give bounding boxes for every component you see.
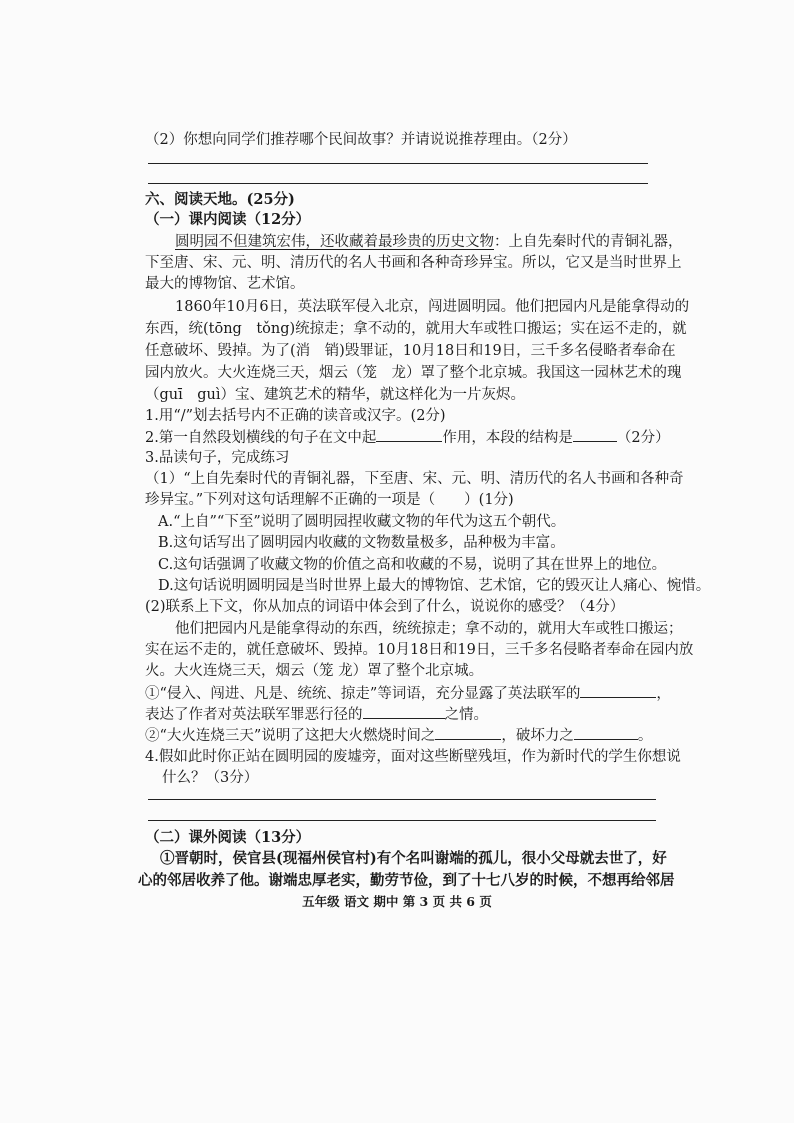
question-4-line2: 什么？（3分） [162,770,259,786]
option-d[interactable]: D.这句话说明圆明园是当时世界上最大的博物馆、艺术馆，它的毁灭让人痛心、惋惜。 [158,578,711,594]
blank-field[interactable] [435,725,501,740]
passage-p2-line2: 东西，统(tōng tǒng)统掠走；拿不动的，就用大车或牲口搬运；实在运不走的，就 [145,321,687,337]
section-6-title: 六、阅读天地。(25分) [145,191,295,208]
passage-p1-line3: 最大的博物馆、艺术馆。 [145,276,305,292]
passage-p1-line1: 圆明园不但建筑宏伟，还收藏着最珍贵的历史文物：上自先秦时代的青铜礼器， [175,234,683,250]
blank-field[interactable] [376,427,442,442]
blank-field[interactable] [573,427,617,442]
passage-p1-line2: 下至唐、宋、元、明、清历代的名人书画和各种奇珍异宝。所以，它又是当时世界上 [145,255,682,271]
underlined-sentence: 圆明园不但建筑宏伟，还收藏着最珍贵的历史文物 [175,234,494,250]
passage-p2-line4: 园内放火。大火连烧三天，烟云（笼 龙）罩了整个北京城。我国这一园林艺术的瑰 [145,365,682,381]
blank-field[interactable] [363,704,445,719]
answer-line [148,183,648,184]
question-2-prompt: （2）你想向同学们推荐哪个民间故事？并请说说推荐理由。（2分） [145,132,577,148]
question-3-1-line2: 珍异宝。”下列对这句话理解不正确的一项是（ ）(1分) [145,492,514,508]
blank-field[interactable] [574,725,638,740]
question-4-line1: 4.假如此时你正站在圆明园的废墟旁，面对这些断壁残垣，作为新时代的学生你想说 [145,749,681,765]
answer-line [148,163,648,164]
question-2: 2.第一自然段划横线的句子在文中起 作用，本段的结构是 （2分） [145,427,670,448]
part-2-line1: ①晋朝时，侯官县(现福州侯官村)有个名叫谢端的孤儿，很小父母就去世了，好 [160,850,667,867]
passage-p2-line5: （guī guì）宝、建筑艺术的精华，就这样化为一片灰烬。 [145,387,526,403]
question-3-2-item1-line2: 表达了作者对英法联军罪恶行径的 之情。 [145,704,488,725]
quote-line2: 实在运不走的，就任意破坏、毁掉。10月18日和19日，三千多名侵略者奉命在园内放 [145,642,694,658]
passage-p2-line1: 1860年10月6日，英法联军侵入北京，闯进圆明园。他们把园内凡是能拿得动的 [175,299,690,315]
part-1-title: （一）课内阅读（12分） [145,211,311,228]
page-footer: 五年级 语文 期中 第 3 页 共 6 页 [302,894,492,909]
question-3-2-item2: ②“大火连烧三天”说明了这把大火燃烧时间之 ，破坏力之 。 [145,725,652,746]
option-a[interactable]: A.“上自”“下至”说明了圆明园捏收藏文物的年代为这五个朝代。 [158,514,566,530]
question-3-2: (2)联系上下文，你从加点的词语中体会到了什么，说说你的感受？（4分） [145,599,625,615]
part-2-line2: 心的邻居收养了他。谢端忠厚老实，勤劳节俭，到了十七八岁的时候，不想再给邻居 [138,872,675,889]
quote-line1: 他们把园内凡是能拿得动的东西，统统掠走；拿不动的，就用大车或牲口搬运； [175,621,683,637]
question-1: 1.用“/”划去括号内不正确的读音或汉字。(2分) [145,408,446,424]
option-c[interactable]: C.这句话强调了收藏文物的价值之高和收藏的不易，说明了其在世界上的地位。 [158,557,667,573]
question-3-2-item1: ①“侵入、闯进、凡是、统统、掠走”等词语，充分显露了英法联军的 ， [145,683,671,704]
blank-field[interactable] [580,683,656,698]
question-3-1-line1: （1）“上自先秦时代的青铜礼器，下至唐、宋、元、明、清历代的名人书画和各种奇 [145,471,684,487]
passage-p2-line3: 任意破坏、毁掉。为了(消 销)毁罪证，10月18日和19日，三千多名侵略者奉命在 [145,343,676,359]
answer-line [148,820,656,821]
quote-line3: 火。大火连烧三天，烟云（笼 龙）罩了整个北京城。 [145,663,484,679]
answer-line [148,799,656,800]
part-2-title: （二）课外阅读（13分） [145,829,311,846]
question-3: 3.品读句子，完成练习 [145,450,290,466]
option-b[interactable]: B.这句话写出了圆明园内收藏的文物数量极多，品种极为丰富。 [158,535,565,551]
